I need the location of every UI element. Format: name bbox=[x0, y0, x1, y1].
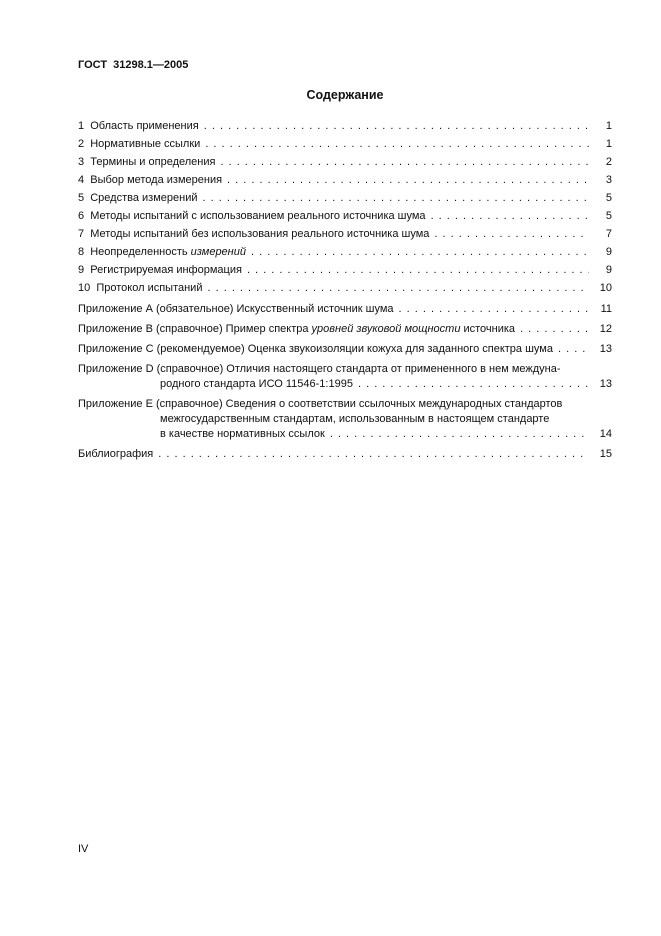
dot-leader bbox=[558, 342, 589, 357]
toc-entry-page: 1 bbox=[605, 138, 612, 150]
toc-entry-page: 13 bbox=[599, 343, 612, 355]
toc-entry bbox=[78, 243, 612, 261]
dot-leader bbox=[203, 189, 590, 207]
toc-entry-label bbox=[78, 243, 246, 261]
toc-entry-page: 5 bbox=[605, 192, 612, 204]
toc-entry-label: 7 Методы испытаний без использования реального источника шума bbox=[78, 228, 430, 240]
dot-leader bbox=[434, 225, 589, 243]
toc-entry-page: 3 bbox=[605, 174, 612, 186]
toc-entry-page: 2 bbox=[605, 156, 612, 168]
dot-leader bbox=[520, 322, 589, 337]
toc-entry-page: 9 bbox=[605, 264, 612, 276]
toc-entry-appendix-d bbox=[78, 362, 612, 392]
dot-leader bbox=[207, 279, 589, 297]
doc-number: ГОСТ 31298.1—2005 bbox=[78, 59, 189, 71]
dot-leader bbox=[220, 153, 589, 171]
toc-entry-label: 2 Нормативные ссылки bbox=[78, 138, 201, 150]
toc-entry-label: 10 Протокол испытаний bbox=[78, 282, 203, 294]
toc-entry-continuation bbox=[78, 377, 612, 392]
toc-entry-appendix-e bbox=[78, 397, 612, 442]
dot-leader bbox=[158, 447, 589, 462]
toc-entry bbox=[78, 171, 612, 189]
toc-entry-label: 1 Область применения bbox=[78, 120, 199, 132]
toc-entry-page: 12 bbox=[599, 323, 612, 335]
toc-entry-label-italic: уровней звуковой мощности bbox=[311, 323, 461, 335]
toc-entry-label-line3: в качестве нормативных ссылок bbox=[160, 428, 325, 440]
toc-entry-label-italic: измерений bbox=[190, 246, 246, 258]
toc-entry bbox=[78, 135, 612, 153]
toc-entry-label: 4 Выбор метода измерения bbox=[78, 174, 223, 186]
toc-entry bbox=[78, 189, 612, 207]
toc-entry-page: 11 bbox=[600, 303, 612, 315]
page-number-footer: IV bbox=[78, 843, 89, 855]
dot-leader bbox=[247, 261, 589, 279]
toc-entry-label-line1: Приложение D (справочное) Отличия настоящего стандарта от примененного в нем междуна- bbox=[78, 363, 561, 375]
toc-entry-label bbox=[78, 322, 515, 337]
toc-entry-page: 9 bbox=[605, 246, 612, 258]
dot-leader bbox=[399, 302, 589, 317]
dot-leader bbox=[431, 207, 589, 225]
toc-entry bbox=[78, 207, 612, 225]
toc-entry-page: 7 bbox=[605, 228, 612, 240]
dot-leader bbox=[358, 377, 589, 392]
toc-entry-appendix-c bbox=[78, 342, 612, 357]
dot-leader bbox=[227, 171, 589, 189]
toc-entry-page: 15 bbox=[599, 448, 612, 460]
toc-entry-label-text: источника bbox=[460, 323, 516, 335]
toc-entry-label: 5 Средства измерений bbox=[78, 192, 198, 204]
toc-entry-label-text: 8 Неопределенность bbox=[78, 246, 191, 258]
toc-entry-page: 13 bbox=[599, 378, 612, 390]
toc-entry-page: 10 bbox=[599, 282, 612, 294]
toc-entry bbox=[78, 117, 612, 135]
dot-leader bbox=[205, 135, 589, 153]
toc-entry-label-line2: межгосударственным стандартам, использованным в настоящем стандарте bbox=[160, 413, 550, 425]
toc-entry-label: Библиография bbox=[78, 448, 154, 460]
dot-leader bbox=[251, 243, 589, 261]
toc-entry-bibliography bbox=[78, 447, 612, 462]
toc-entry-page: 14 bbox=[599, 428, 612, 440]
toc-entry-label-line1: Приложение Е (справочное) Сведения о соответствии ссылочных международных стандартов bbox=[78, 398, 563, 410]
toc-entry bbox=[78, 225, 612, 243]
toc-entry-continuation bbox=[78, 427, 612, 442]
toc-entry bbox=[78, 279, 612, 297]
toc-entry-appendix-b bbox=[78, 322, 612, 337]
toc-entry-appendix-a bbox=[78, 302, 612, 317]
toc-entry-label: 6 Методы испытаний с использованием реального источника шума bbox=[78, 210, 426, 222]
dot-leader bbox=[330, 427, 589, 442]
toc-entry-label-line2: родного стандарта ИСО 11546-1:1995 bbox=[160, 378, 353, 390]
toc-entry-label: 3 Термины и определения bbox=[78, 156, 216, 168]
page-title: Содержание bbox=[306, 88, 384, 102]
toc-entry bbox=[78, 261, 612, 279]
toc-entry-label: Приложение А (обязательное) Искусственный источник шума bbox=[78, 303, 394, 315]
toc-entry-page: 5 bbox=[605, 210, 612, 222]
toc-entry-page: 1 bbox=[605, 120, 612, 132]
table-of-contents bbox=[78, 117, 612, 462]
toc-entry-label: 9 Регистрируемая информация bbox=[78, 264, 242, 276]
toc-entry-label: Приложение С (рекомендуемое) Оценка звукоизоляции кожуха для заданного спектра шума bbox=[78, 343, 553, 355]
toc-entry bbox=[78, 153, 612, 171]
toc-entry-label-text: Приложение В (справочное) Пример спектра bbox=[78, 323, 312, 335]
dot-leader bbox=[204, 117, 589, 135]
